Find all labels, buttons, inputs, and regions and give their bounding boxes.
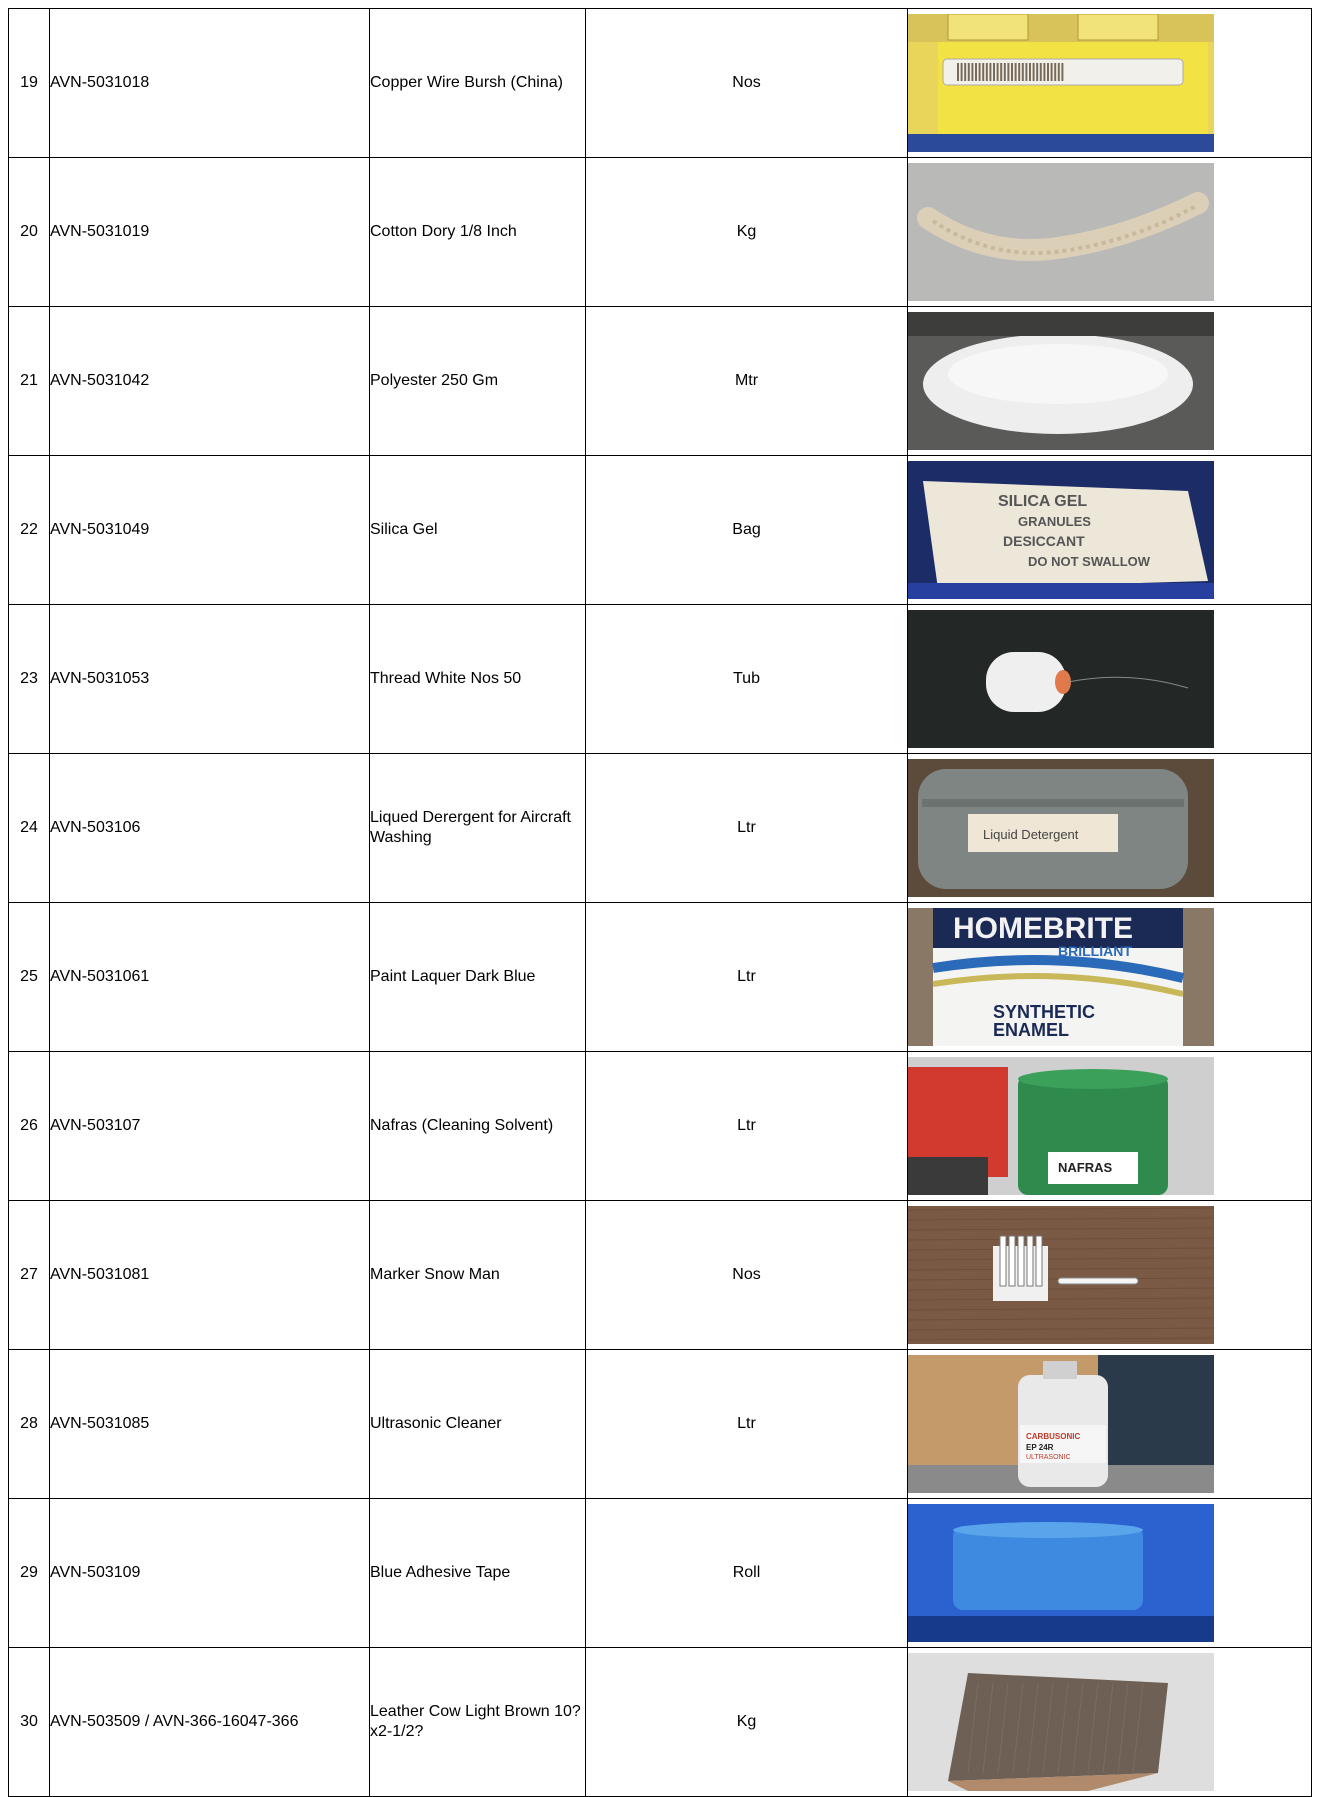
wire-brush-photo <box>908 14 1214 152</box>
items-table <box>8 8 1312 1797</box>
item-description: Blue Adhesive Tape <box>370 1499 586 1648</box>
solvent-drums-photo <box>908 1057 1214 1195</box>
item-description: Marker Snow Man <box>370 1201 586 1350</box>
item-unit: Roll <box>586 1499 908 1648</box>
svg-text:HOMEBRITE: HOMEBRITE <box>953 912 1133 945</box>
item-unit: Ltr <box>586 1350 908 1499</box>
wire-brush-photo-image <box>908 14 1214 152</box>
markers-photo <box>908 1206 1214 1344</box>
item-code: AVN-5031061 <box>50 903 370 1052</box>
table-row <box>9 754 1312 903</box>
detergent-drum-photo-image <box>908 759 1214 897</box>
ultrasonic-cleaner-photo-image <box>908 1355 1214 1493</box>
item-description: Liqued Derergent for Aircraft Washing <box>370 754 586 903</box>
svg-text:ENAMEL: ENAMEL <box>993 1020 1069 1040</box>
table-row <box>9 605 1312 754</box>
item-unit: Ltr <box>586 903 908 1052</box>
item-description: Paint Laquer Dark Blue <box>370 903 586 1052</box>
svg-text:SYNTHETIC: SYNTHETIC <box>993 1002 1096 1022</box>
polyester-roll-photo <box>908 312 1214 450</box>
item-photo-cell <box>908 903 1312 1052</box>
item-photo-cell <box>908 605 1312 754</box>
item-number: 20 <box>9 158 50 307</box>
cotton-rope-photo <box>908 163 1214 301</box>
item-code: AVN-503107 <box>50 1052 370 1201</box>
item-unit: Nos <box>586 9 908 158</box>
table-row <box>9 1499 1312 1648</box>
svg-text:CARBUSONIC: CARBUSONIC <box>1026 1432 1081 1441</box>
table-row <box>9 9 1312 158</box>
table-row <box>9 1201 1312 1350</box>
thread-spool-photo <box>908 610 1214 748</box>
cotton-rope-photo-image <box>908 163 1214 301</box>
item-description: Leather Cow Light Brown 10?x2-1/2? <box>370 1648 586 1797</box>
item-unit: Ltr <box>586 754 908 903</box>
paint-can-photo <box>908 908 1214 1046</box>
polyester-roll-photo-image <box>908 312 1214 450</box>
item-photo-cell <box>908 1052 1312 1201</box>
item-description: Ultrasonic Cleaner <box>370 1350 586 1499</box>
item-description: Silica Gel <box>370 456 586 605</box>
item-photo-cell <box>908 158 1312 307</box>
item-unit: Ltr <box>586 1052 908 1201</box>
item-photo-cell <box>908 307 1312 456</box>
item-code: AVN-5031049 <box>50 456 370 605</box>
item-code: AVN-503109 <box>50 1499 370 1648</box>
table-row <box>9 903 1312 1052</box>
svg-text:SILICA GEL: SILICA GEL <box>998 493 1088 510</box>
item-description: Nafras (Cleaning Solvent) <box>370 1052 586 1201</box>
svg-text:Liquid Detergent: Liquid Detergent <box>983 827 1079 842</box>
item-description: Cotton Dory 1/8 Inch <box>370 158 586 307</box>
table-row <box>9 1052 1312 1201</box>
items-table-body <box>9 9 1312 1797</box>
table-row <box>9 1350 1312 1499</box>
item-unit: Nos <box>586 1201 908 1350</box>
item-code: AVN-503106 <box>50 754 370 903</box>
item-photo-cell <box>908 1648 1312 1797</box>
item-description: Polyester 250 Gm <box>370 307 586 456</box>
item-unit: Mtr <box>586 307 908 456</box>
item-code: AVN-5031081 <box>50 1201 370 1350</box>
svg-text:GRANULES: GRANULES <box>1018 514 1091 529</box>
item-number: 23 <box>9 605 50 754</box>
leather-photo-image <box>908 1653 1214 1791</box>
item-number: 24 <box>9 754 50 903</box>
item-code: AVN-5031042 <box>50 307 370 456</box>
table-row <box>9 158 1312 307</box>
svg-text:ULTRASONIC: ULTRASONIC <box>1026 1454 1071 1461</box>
silica-gel-bag-photo <box>908 461 1214 599</box>
item-code: AVN-5031019 <box>50 158 370 307</box>
item-code: AVN-5031018 <box>50 9 370 158</box>
item-number: 21 <box>9 307 50 456</box>
item-code: AVN-5031053 <box>50 605 370 754</box>
item-number: 19 <box>9 9 50 158</box>
svg-text:BRILLIANT: BRILLIANT <box>1058 943 1132 959</box>
blue-tape-photo-image <box>908 1504 1214 1642</box>
item-number: 29 <box>9 1499 50 1648</box>
item-code: AVN-503509 / AVN-366-16047-366 <box>50 1648 370 1797</box>
paint-can-photo-image <box>908 908 1214 1046</box>
item-photo-cell <box>908 1350 1312 1499</box>
svg-text:DO NOT SWALLOW: DO NOT SWALLOW <box>1028 554 1151 569</box>
item-code: AVN-5031085 <box>50 1350 370 1499</box>
table-row <box>9 1648 1312 1797</box>
markers-photo-image <box>908 1206 1214 1344</box>
svg-text:EP 24R: EP 24R <box>1026 1443 1054 1452</box>
thread-spool-photo-image <box>908 610 1214 748</box>
item-photo-cell <box>908 1201 1312 1350</box>
item-number: 22 <box>9 456 50 605</box>
item-description: Thread White Nos 50 <box>370 605 586 754</box>
svg-text:DESICCANT: DESICCANT <box>1003 533 1085 549</box>
blue-tape-photo <box>908 1504 1214 1642</box>
item-photo-cell <box>908 9 1312 158</box>
item-photo-cell <box>908 456 1312 605</box>
leather-photo <box>908 1653 1214 1791</box>
item-photo-cell <box>908 754 1312 903</box>
detergent-drum-photo <box>908 759 1214 897</box>
item-number: 30 <box>9 1648 50 1797</box>
item-number: 28 <box>9 1350 50 1499</box>
item-photo-cell <box>908 1499 1312 1648</box>
item-number: 26 <box>9 1052 50 1201</box>
item-unit: Bag <box>586 456 908 605</box>
item-unit: Tub <box>586 605 908 754</box>
ultrasonic-cleaner-photo <box>908 1355 1214 1493</box>
table-row <box>9 456 1312 605</box>
item-number: 25 <box>9 903 50 1052</box>
silica-gel-bag-photo-image <box>908 461 1214 599</box>
item-number: 27 <box>9 1201 50 1350</box>
item-unit: Kg <box>586 158 908 307</box>
svg-text:NAFRAS: NAFRAS <box>1058 1160 1113 1175</box>
solvent-drums-photo-image <box>908 1057 1214 1195</box>
item-unit: Kg <box>586 1648 908 1797</box>
item-description: Copper Wire Bursh (China) <box>370 9 586 158</box>
table-row <box>9 307 1312 456</box>
